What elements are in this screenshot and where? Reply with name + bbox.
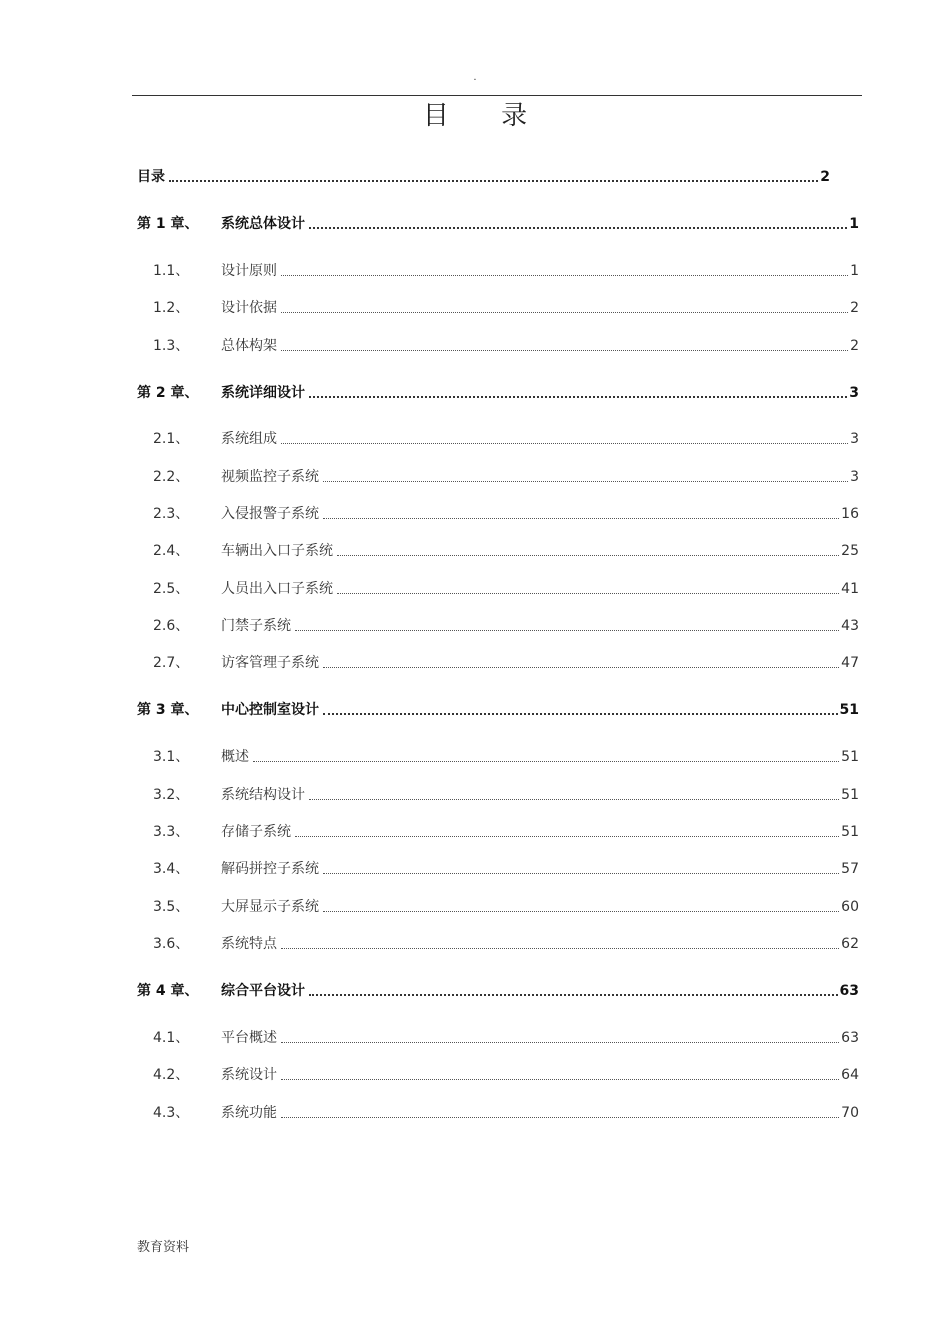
- toc-section-number: 2.5、: [153, 581, 190, 597]
- toc-section-number: 4.2、: [153, 1067, 190, 1083]
- toc-section-label: 系统组成: [221, 431, 277, 447]
- page-title: 目 录: [422, 101, 550, 131]
- toc-leader-dots: [281, 275, 848, 276]
- toc-section-label: 大屏显示子系统: [221, 899, 319, 915]
- toc-section-label: 设计依据: [221, 300, 277, 316]
- toc-section-number: 3.2、: [153, 787, 190, 803]
- toc-leader-dots: [309, 799, 839, 800]
- toc-section[interactable]: [153, 653, 859, 673]
- toc-page-number: 2: [850, 338, 859, 354]
- toc-section[interactable]: [153, 467, 859, 487]
- toc-page-number: 3: [850, 431, 859, 447]
- toc-page-number: 3: [850, 469, 859, 485]
- toc-page-number: 16: [841, 506, 859, 522]
- toc-leader-dots: [323, 873, 839, 874]
- toc-leader-dots: [281, 443, 848, 444]
- toc-page-number: 62: [841, 936, 859, 952]
- toc-section-label: 人员出入口子系统: [221, 581, 333, 597]
- toc-page-number: 63: [841, 1030, 859, 1046]
- toc-page-number: 3: [849, 385, 859, 401]
- toc-leader-dots: [337, 555, 839, 556]
- toc-section-label: 入侵报警子系统: [221, 506, 319, 522]
- toc-page-number: 25: [841, 543, 859, 559]
- toc-chapter-label: 系统总体设计: [221, 216, 305, 232]
- toc-chapter-number: 第 4 章、: [137, 983, 199, 999]
- toc-leader-dots: [309, 227, 847, 229]
- toc-section-number: 1.3、: [153, 338, 190, 354]
- toc-chapter-label: 系统详细设计: [221, 385, 305, 401]
- toc-section-label: 平台概述: [221, 1030, 277, 1046]
- toc-section-number: 2.4、: [153, 543, 190, 559]
- toc-page-number: 51: [841, 787, 859, 803]
- toc-chapter[interactable]: [137, 383, 859, 403]
- toc-page-number: 41: [841, 581, 859, 597]
- toc-chapter[interactable]: [137, 981, 859, 1001]
- toc-leader-dots: [281, 1042, 839, 1043]
- toc-page-number: 63: [839, 983, 859, 999]
- toc-leader-dots: [323, 713, 838, 715]
- toc-leader-dots: [281, 1079, 839, 1080]
- toc-leader-dots: [323, 518, 839, 519]
- toc-section-label: 车辆出入口子系统: [221, 543, 333, 559]
- toc-page-number: 47: [841, 655, 859, 671]
- toc-section-label: 设计原则: [221, 263, 277, 279]
- toc-leader-dots: [295, 836, 839, 837]
- toc-page-number: 60: [841, 899, 859, 915]
- toc-chapter-number: 第 2 章、: [137, 385, 199, 401]
- toc-section-number: 3.5、: [153, 899, 190, 915]
- toc-section-number: 2.7、: [153, 655, 190, 671]
- toc-page-number: 43: [841, 618, 859, 634]
- toc-section-label: 解码拼控子系统: [221, 861, 319, 877]
- toc-section-label: 系统特点: [221, 936, 277, 952]
- toc-section-label: 系统结构设计: [221, 787, 305, 803]
- toc-section[interactable]: [153, 747, 859, 767]
- toc-page-number: 1: [849, 216, 859, 232]
- toc-page-number: 51: [841, 824, 859, 840]
- toc-section-label: 系统设计: [221, 1067, 277, 1083]
- toc-leader-dots: [253, 761, 839, 762]
- toc-chapter-number: 第 3 章、: [137, 702, 199, 718]
- toc-section-number: 1.1、: [153, 263, 190, 279]
- toc-section[interactable]: [153, 336, 859, 356]
- toc-page-number: 64: [841, 1067, 859, 1083]
- toc-section[interactable]: [153, 298, 859, 318]
- toc-section[interactable]: [153, 822, 859, 842]
- toc-leader-dots: [337, 593, 839, 594]
- toc-section[interactable]: [153, 261, 859, 281]
- toc-chapter-number: 第 1 章、: [137, 216, 199, 232]
- toc-section-number: 2.3、: [153, 506, 190, 522]
- toc-chapter[interactable]: [137, 700, 859, 720]
- toc-section[interactable]: [153, 785, 859, 805]
- toc-section[interactable]: [153, 429, 859, 449]
- toc-page-number: 1: [850, 263, 859, 279]
- toc-section-label: 访客管理子系统: [221, 655, 319, 671]
- toc-section[interactable]: [153, 504, 859, 524]
- toc-leader-dots: [309, 396, 847, 398]
- toc-section-label: 概述: [221, 749, 249, 765]
- toc-section[interactable]: [153, 616, 859, 636]
- toc-page-number: 2: [820, 169, 830, 185]
- toc-section-number: 2.2、: [153, 469, 190, 485]
- toc-section-number: 1.2、: [153, 300, 190, 316]
- toc-section[interactable]: [153, 1103, 859, 1123]
- toc-section[interactable]: [153, 934, 859, 954]
- toc-leader-dots: [281, 1117, 839, 1118]
- toc-entry-label: 目录: [137, 169, 165, 185]
- toc-leader-dots: [309, 994, 838, 996]
- toc-section-number: 3.3、: [153, 824, 190, 840]
- toc-leader-dots: [295, 630, 839, 631]
- toc-section-number: 3.4、: [153, 861, 190, 877]
- toc-leader-dots: [281, 948, 839, 949]
- toc-page-number: 57: [841, 861, 859, 877]
- toc-leader-dots: [169, 180, 818, 182]
- toc-section-number: 2.6、: [153, 618, 190, 634]
- toc-chapter-label: 综合平台设计: [221, 983, 305, 999]
- header-mark: .: [473, 72, 477, 83]
- toc-leader-dots: [323, 911, 839, 912]
- toc-section-label: 视频监控子系统: [221, 469, 319, 485]
- toc-entry-contents[interactable]: [137, 167, 830, 187]
- toc-section-number: 3.6、: [153, 936, 190, 952]
- toc-section-label: 门禁子系统: [221, 618, 291, 634]
- toc-leader-dots: [281, 350, 848, 351]
- toc-page-number: 51: [839, 702, 859, 718]
- toc-section[interactable]: [153, 897, 859, 917]
- toc-section-number: 2.1、: [153, 431, 190, 447]
- toc-page-number: 2: [850, 300, 859, 316]
- toc-section[interactable]: [153, 579, 859, 599]
- toc-page-number: 51: [841, 749, 859, 765]
- toc-section[interactable]: [153, 859, 859, 879]
- header-rule: [132, 95, 862, 96]
- toc-section-number: 4.1、: [153, 1030, 190, 1046]
- toc-chapter[interactable]: [137, 214, 859, 234]
- toc-chapter-label: 中心控制室设计: [221, 702, 319, 718]
- toc-leader-dots: [323, 667, 839, 668]
- toc-leader-dots: [323, 481, 848, 482]
- footer-text: 教育资料: [137, 1240, 190, 1255]
- toc-section[interactable]: [153, 1028, 859, 1048]
- toc-section-number: 4.3、: [153, 1105, 190, 1121]
- toc-section-label: 系统功能: [221, 1105, 277, 1121]
- toc-section-label: 存储子系统: [221, 824, 291, 840]
- toc-section-label: 总体构架: [221, 338, 277, 354]
- toc-section[interactable]: [153, 1065, 859, 1085]
- toc-leader-dots: [281, 312, 848, 313]
- toc-section-number: 3.1、: [153, 749, 190, 765]
- toc-section[interactable]: [153, 541, 859, 561]
- toc-page-number: 70: [841, 1105, 859, 1121]
